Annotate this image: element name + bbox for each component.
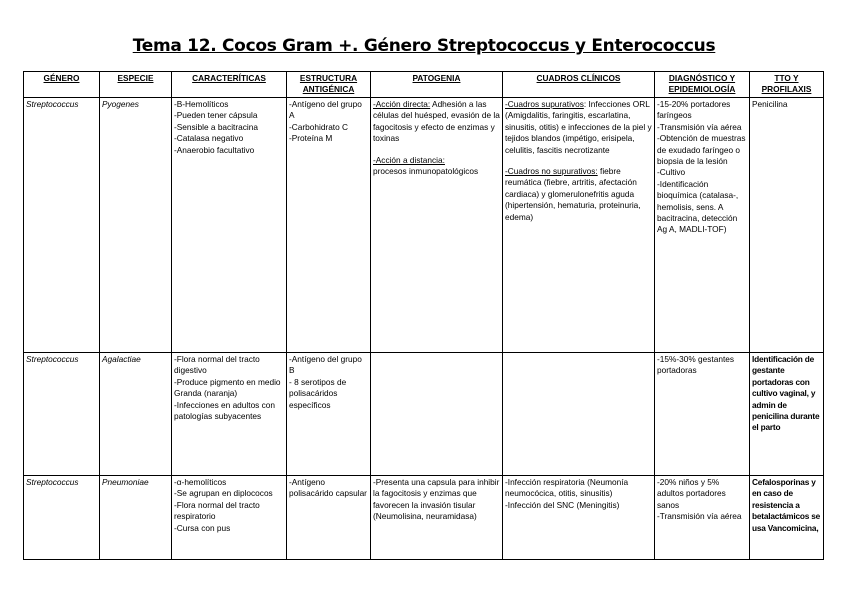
list-item: -Carbohidrato C <box>289 121 349 132</box>
list-item: -15-20% portadores faríngeos <box>657 99 731 121</box>
list-item: -Se agrupan en diplococos <box>174 488 273 499</box>
list-item: -Cursa con pus <box>174 522 231 533</box>
list-item: -Flora normal del tracto respiratorio <box>174 499 260 522</box>
list-item: -Produce pigmento en medio Granda (naranja) <box>174 376 281 399</box>
list-item <box>373 99 500 145</box>
cell-estructura <box>287 353 371 476</box>
list-item: -Obtención de muestras de exudado faríngeo o biopsia de la lesión <box>657 133 746 167</box>
cell-genero: Streptococcus <box>24 353 100 476</box>
patogenia-label: -Acción directa: <box>373 99 431 109</box>
page-title: Tema 12. Cocos Gram +. Género Streptococcus y Enterococcus <box>132 36 716 56</box>
header-genero: GÉNERO <box>24 72 100 98</box>
list-item: -20% niños y 5% adultos portadores sanos <box>657 477 726 510</box>
list-item: -Presenta una capsula para inhibir la fagocitosis y enzimas que favorecen la invasión tisular (Neumolisina, neuramidasa) <box>373 477 500 522</box>
cell-caracteristicas <box>172 98 287 353</box>
cell-patogenia <box>371 353 503 476</box>
list-item: - 8 serotipos de polisacáridos específicos <box>289 376 347 410</box>
cell-cuadros <box>503 476 655 560</box>
header-tto: TTO Y PROFILAXIS <box>750 72 824 98</box>
list-item: -Infección del SNC (Meningitis) <box>505 499 620 510</box>
list-item: -α-hemolíticos <box>174 477 227 487</box>
cell-patogenia <box>371 98 503 353</box>
list-item: -Flora normal del tracto digestivo <box>174 354 260 376</box>
list-item <box>373 155 500 178</box>
cell-caracteristicas <box>172 353 287 476</box>
list-item: -Cultivo <box>657 167 686 178</box>
cell-patogenia <box>371 476 503 560</box>
header-cuadros: CUADROS CLÍNICOS <box>503 72 655 98</box>
cell-estructura <box>287 476 371 560</box>
header-row <box>24 72 824 98</box>
cell-genero: Streptococcus <box>24 476 100 560</box>
cell-tto: Cefalosporinas y en caso de resistencia a betalactámicos se usa Vancomicina, <box>750 476 824 560</box>
header-especie: ESPECIE <box>100 72 172 98</box>
cell-especie: Pyogenes <box>100 98 172 353</box>
list-item: -Antígeno polisacárido capsular <box>289 477 367 499</box>
list-item: -Antígeno del grupo B <box>289 354 362 376</box>
list-item: -Transmisión vía aérea <box>657 511 742 522</box>
patogenia-text: procesos inmunopatológicos <box>373 166 479 177</box>
list-item: -Anaerobio facultativo <box>174 144 255 155</box>
cell-caracteristicas <box>172 476 287 560</box>
cell-tto: Identificación de gestante portadoras con cultivo vaginal, y admin de penicilina durante el parto <box>750 353 824 476</box>
cell-diagnostico <box>655 98 750 353</box>
list-item: -B-Hemolíticos <box>174 99 229 109</box>
cell-especie: Agalactiae <box>100 353 172 476</box>
patogenia-text: Adhesión a las células del huésped, evasión de la fagocitosis y efecto de enzimas y toxinas <box>373 99 500 144</box>
list-item: -Catalasa negativo <box>174 133 244 144</box>
table-row <box>24 476 824 560</box>
header-caracteristicas: CARACTERÍTICAS <box>172 72 287 98</box>
cell-genero: Streptococcus <box>24 98 100 353</box>
table-row <box>24 98 824 353</box>
cell-diagnostico <box>655 353 750 476</box>
header-patogenia: PATOGENIA <box>371 72 503 98</box>
list-item: -Proteína M <box>289 133 333 144</box>
cell-especie: Pneumoniae <box>100 476 172 560</box>
list-item: -15%-30% gestantes portadoras <box>657 354 735 376</box>
header-estructura: ESTRUCTURA ANTIGÉNICA <box>287 72 371 98</box>
list-item: -Transmisión vía aérea <box>657 121 742 132</box>
list-item: -Pueden tener cápsula <box>174 110 258 121</box>
cuadros-label: -Cuadros no supurativos: <box>505 166 598 177</box>
cuadros-text: : Infecciones ORL (Amigdalitis, faringitis, escarlatina, sinusitis, otitis) e infecciones de la piel y tejidos blandos (impétigo, erisipela, celulitis, fascitis necrotizante <box>505 99 652 155</box>
streptococcus-table <box>23 71 824 560</box>
cuadros-label: -Cuadros supurativos <box>505 99 584 109</box>
cell-diagnostico <box>655 476 750 560</box>
list-item <box>505 166 652 223</box>
cell-tto: Penicilina <box>750 98 824 353</box>
list-item <box>505 99 652 156</box>
list-item: -Infección respiratoria (Neumonía neumocócica, otitis, sinusitis) <box>505 477 629 499</box>
cuadros-text: fiebre reumática (fiebre, artritis, afectación cardiaca) y glomerulonefritis aguda (hipertensión, hematuria, proteinuria, edema) <box>505 166 641 222</box>
patogenia-label: -Acción a distancia: <box>373 154 445 165</box>
list-item: -Sensible a bacitracina <box>174 121 258 132</box>
list-item: -Antígeno del grupo A <box>289 99 362 121</box>
cell-cuadros <box>503 353 655 476</box>
cell-estructura <box>287 98 371 353</box>
list-item: -Infecciones en adultos con patologías subyacentes <box>174 399 276 422</box>
cell-cuadros <box>503 98 655 353</box>
header-diagnostico: DIAGNÓSTICO Y EPIDEMIOLOGÍA <box>655 72 750 98</box>
list-item: -Identificación bioquímica (catalasa-, hemolisis, sens. A bacitracina, detección Ag A, MADLI-TOF) <box>657 178 739 235</box>
table-row <box>24 353 824 476</box>
